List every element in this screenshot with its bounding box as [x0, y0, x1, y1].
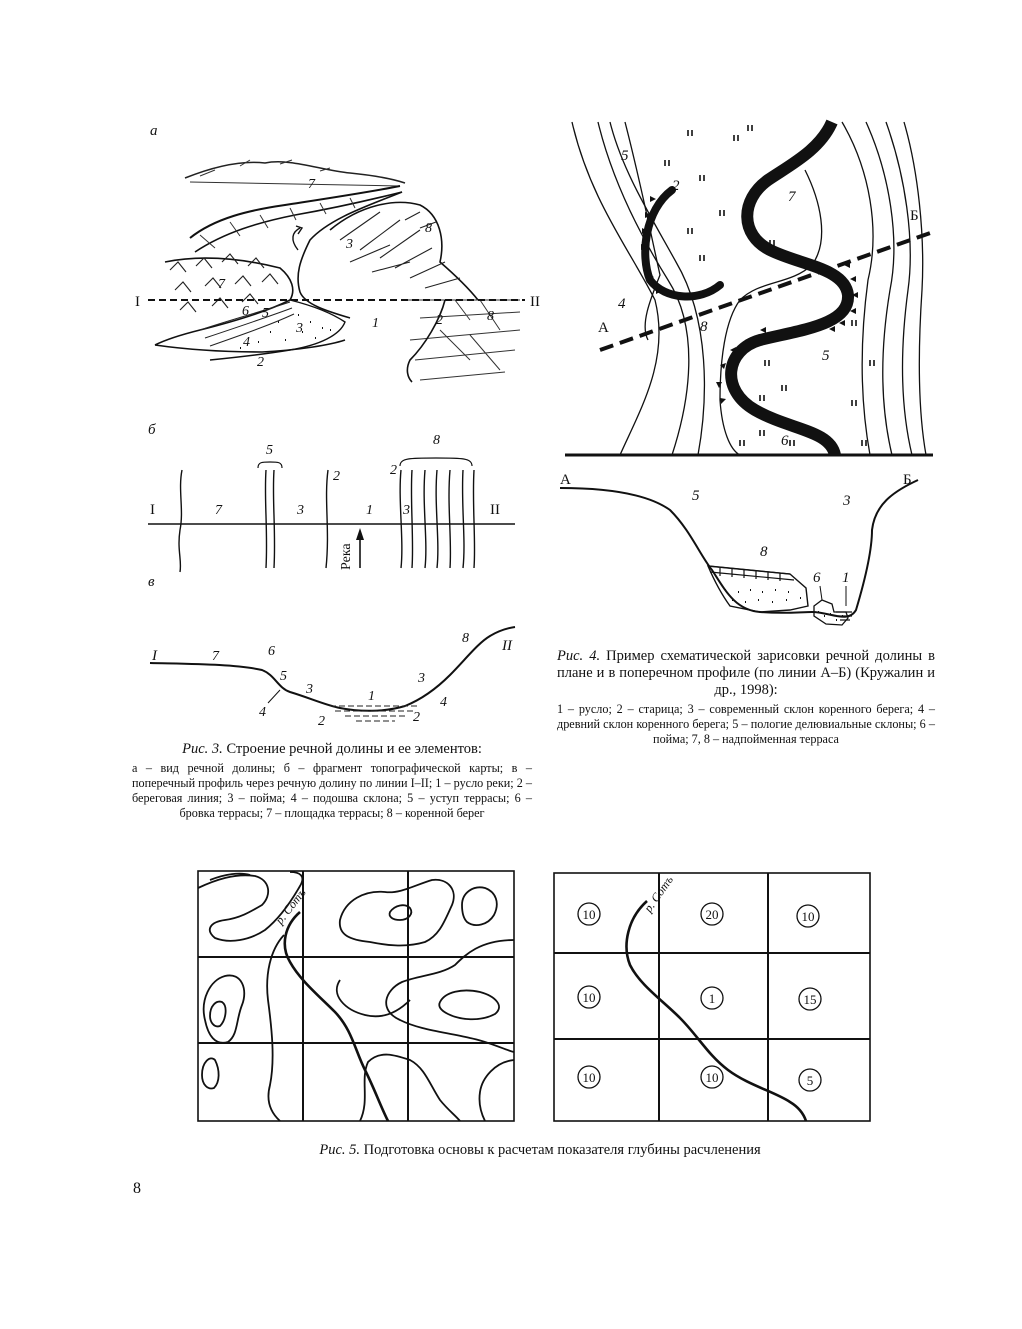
svg-text:5: 5 [266, 443, 273, 458]
figure-4-caption-label: Рис. 4. [557, 648, 601, 664]
svg-text:6: 6 [781, 433, 789, 449]
grid-value: 1 [708, 991, 716, 1006]
page-number: 8 [133, 1180, 141, 1197]
svg-text:3: 3 [403, 503, 410, 518]
svg-text:3: 3 [843, 493, 851, 509]
svg-text:1: 1 [842, 570, 850, 586]
svg-text:5: 5 [280, 669, 287, 684]
grid-value: 10 [582, 907, 596, 922]
svg-text:3: 3 [306, 682, 313, 697]
river-label: Река [339, 543, 354, 570]
svg-text:5: 5 [692, 488, 700, 504]
grid-value: 10 [801, 909, 815, 924]
river-sot-right [627, 901, 806, 1121]
svg-text:2: 2 [318, 714, 325, 729]
svg-text:2: 2 [436, 313, 443, 328]
figure-5-caption-label: Рис. 5. [319, 1142, 361, 1158]
svg-text:1: 1 [368, 689, 375, 704]
grid-value: 10 [582, 990, 596, 1005]
svg-text:8: 8 [462, 631, 469, 646]
svg-text:7: 7 [212, 649, 219, 664]
svg-text:II: II [490, 502, 500, 518]
svg-text:7: 7 [788, 189, 796, 205]
svg-text:3: 3 [297, 503, 304, 518]
svg-text:6: 6 [813, 570, 821, 586]
svg-text:8: 8 [425, 221, 432, 236]
plan-label-A: А [598, 320, 609, 336]
figure-5-caption-text: Подготовка основы к расчетам показателя глубины расчленения [363, 1142, 761, 1158]
panel-a-letter: а [150, 123, 158, 139]
svg-text:5: 5 [621, 148, 629, 164]
svg-text:2: 2 [390, 463, 397, 478]
svg-text:I: I [150, 502, 155, 518]
svg-text:6: 6 [268, 644, 275, 659]
grid-value: 10 [705, 1070, 719, 1085]
plan-label-B: Б [910, 208, 919, 224]
river-label-right: р. Сотъ [640, 873, 676, 915]
svg-text:1: 1 [366, 503, 373, 518]
figure-3-caption-title: Строение речной долины и ее элементов: [226, 741, 482, 757]
svg-text:8: 8 [760, 544, 768, 560]
svg-text:4: 4 [440, 695, 447, 710]
river-label-left: р. Сотъ [272, 885, 309, 927]
svg-text:2: 2 [257, 355, 264, 370]
figure-4-caption-detail: 1 – русло; 2 – старица; 3 – современный склон коренного берега; 4 – древний склон коренного берега; 5 – пологие делювиальные склоны; 6 – пойма; 7, 8 – надпойменная терраса [557, 702, 935, 746]
figure-3-caption-label: Рис. 3. [182, 741, 223, 757]
svg-text:6: 6 [242, 304, 249, 319]
svg-text:2: 2 [672, 178, 680, 194]
svg-text:2: 2 [413, 710, 420, 725]
grid-value: 15 [803, 992, 817, 1007]
svg-text:4: 4 [618, 296, 626, 312]
figure-5-caption [140, 1142, 940, 1159]
grid-value: 10 [582, 1070, 596, 1085]
svg-text:3: 3 [296, 321, 303, 336]
panel-v-letter: в [148, 574, 155, 590]
grid-value: 5 [806, 1073, 814, 1088]
grid-value: 20 [705, 907, 719, 922]
svg-text:4: 4 [243, 335, 250, 350]
grid-value-circles [578, 903, 821, 1091]
svg-text:5: 5 [262, 306, 269, 321]
svg-text:3: 3 [346, 237, 353, 252]
profile-label-A: А [560, 472, 571, 488]
svg-text:8: 8 [700, 319, 708, 335]
svg-text:II: II [502, 638, 512, 654]
svg-text:4: 4 [259, 705, 266, 720]
svg-text:3: 3 [418, 671, 425, 686]
svg-text:8: 8 [433, 433, 440, 448]
figure-4-caption-title: Пример схематической зарисовки речной долины в плане и в поперечном профиле (по линии А–Б) (Кружалин и др., 1998): [557, 648, 936, 698]
svg-text:7: 7 [308, 177, 315, 192]
svg-text:7: 7 [218, 277, 225, 292]
section-label-II: II [530, 294, 540, 310]
svg-text:5: 5 [822, 348, 830, 364]
svg-text:7: 7 [215, 503, 222, 518]
figure-3-caption-detail: а – вид речной долины; б – фрагмент топографической карты; в – поперечный профиль через речную долину по линии I–II; 1 – русло реки; 2 – береговая линия; 3 – пойма; 4 – подошва склона; 5 – уступ террасы; 6 – бровка террасы; 7 – площадка террасы; 8 – коренной берег [132, 761, 532, 820]
svg-text:I: I [152, 648, 157, 664]
section-label-I: I [135, 294, 140, 310]
panel-b-letter: б [148, 422, 156, 438]
svg-text:2: 2 [333, 469, 340, 484]
svg-text:1: 1 [372, 316, 379, 331]
svg-text:8: 8 [487, 309, 494, 324]
profile-label-B: Б [903, 472, 912, 488]
